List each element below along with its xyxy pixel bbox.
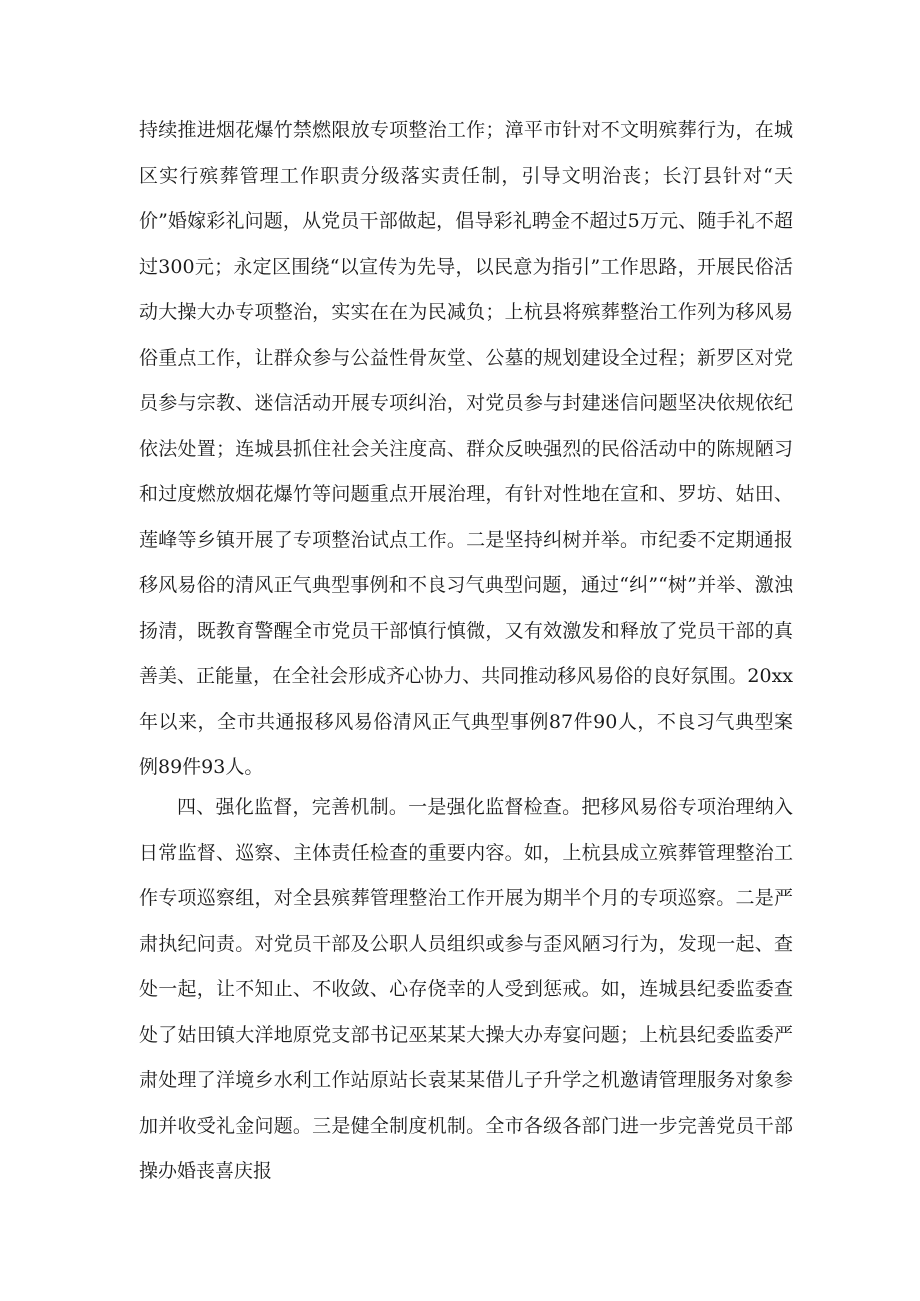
body-paragraph-2: 四、强化监督，完善机制。一是强化监督检查。把移风易俗专项治理纳入日常监督、巡察、主体责任检查的重要内容。如，上杭县成立殡葬管理整治工作专项巡察组，对全县殡葬管理整治工作开展为期半个月的专项巡察。二是严肃执纪问责。对党员干部及公职人员组织或参与歪风陋习行为，发现一起、查处一起，让不知止、不收敛、心存侥幸的人受到惩戒。如，连城县纪委监委查处了姑田镇大洋地原党支部书记巫某某大操大办寿宴问题；上杭县纪委监委严肃处理了洋境乡水利工作站原站长袁某某借儿子升学之机邀请管理服务对象参加并收受礼金问题。三是健全制度机制。全市各级各部门进一步完善党员干部操办婚丧喜庆报 [139,796,793,1182]
body-paragraph-1: 持续推进烟花爆竹禁燃限放专项整治工作；漳平市针对不文明殡葬行为，在城区实行殡葬管理工作职责分级落实责任制，引导文明治丧；长汀县针对“天价”婚嫁彩礼问题，从党员干部做起，倡导彩礼聘金不超过5万元、随手礼不超过300元；永定区围绕“以宣传为先导，以民意为指引”工作思路，开展民俗活动大操大办专项整治，实实在在为民减负；上杭县将殡葬整治工作列为移风易俗重点工作，让群众参与公益性骨灰堂、公墓的规划建设全过程；新罗区对党员参与宗教、迷信活动开展专项纠治，对党员参与封建迷信问题坚决依规依纪依法处置；连城县抓住社会关注度高、群众反映强烈的民俗活动中的陈规陋习和过度燃放烟花爆竹等问题重点开展治理，有针对性地在宣和、罗坊、姑田、莲峰等乡镇开展了专项整治试点工作。二是坚持纠树并举。市纪委不定期通报移风易俗的清风正气典型事例和不良习气典型问题，通过“纠”“树”并举、激浊扬清，既教育警醒全市党员干部慎行慎微，又有效激发和释放了党员干部的真善美、正能量，在全社会形成齐心协力、共同推动移风易俗的良好氛围。20xx年以来，全市共通报移风易俗清风正气典型事例87件90人，不良习气典型案例89件93人。 [139,119,793,778]
